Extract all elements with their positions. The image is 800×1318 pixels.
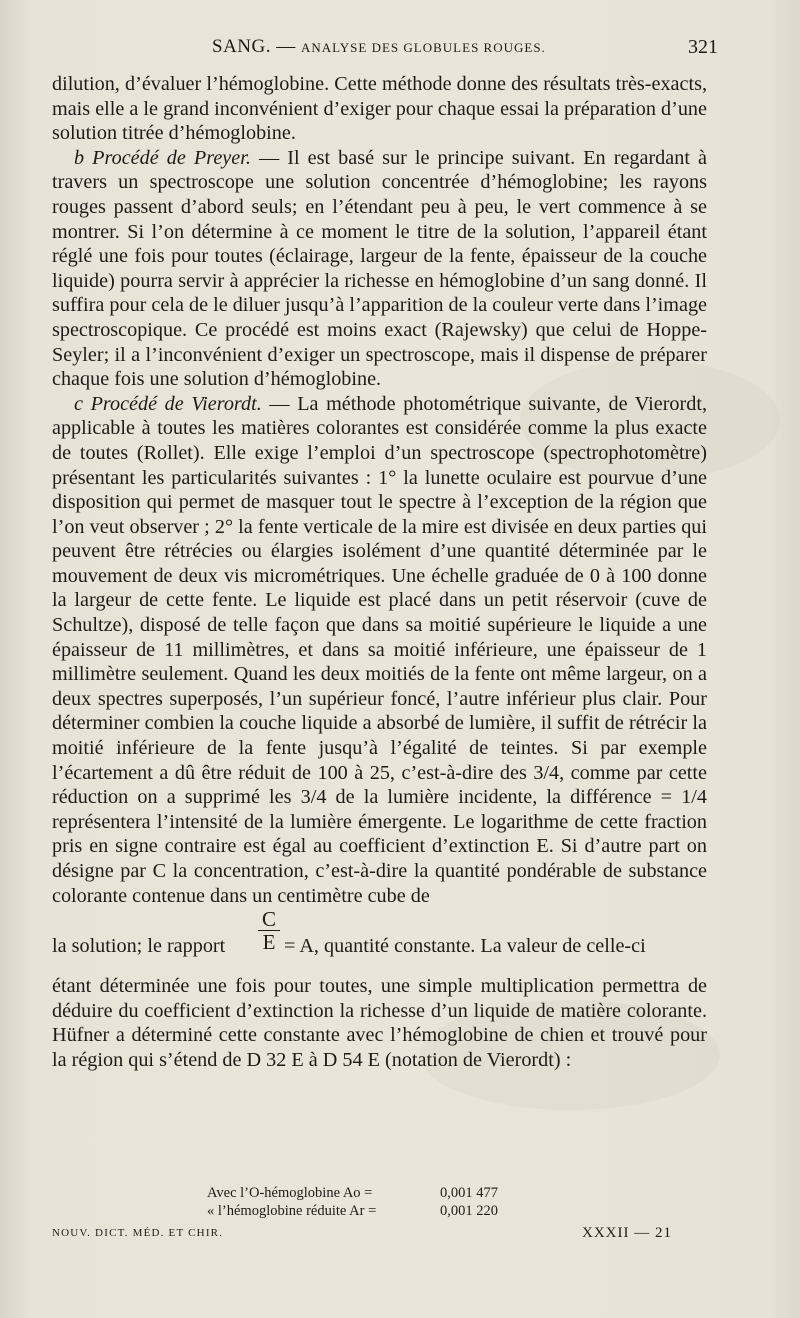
paragraph-text: — Il est basé sur le principe suivant. En regardant à travers un spectroscope une solution concentrée d’hémoglobine; les rayons rouges passent d’abord seuls; en l’étendant peu à peu, le vert commence à se montrer. Si l’on détermine à ce moment le titre de la solution, l’appareil étant réglé une fois pour toutes (éclairage, largeur de la fente, épaisseur de la couche liquide) pourra servir à apprécier la richesse en hémoglobine d’un sang donné. Il suffira pour cela de le diluer jusqu’à l’apparition de la couleur verte dans l’image spectroscopique. Ce procédé est moins exact (Rajewsky) que celui de Hoppe-Seyler; il a l’inconvénient d’exiger un spectroscope, mais il dispense de préparer chaque fois une solution d’hémoglobine.: [52, 146, 707, 391]
page-number: 321: [688, 36, 718, 58]
formula-after: = A, quantité constante. La valeur de celle-ci: [284, 935, 646, 958]
table-label: Avec l’O-hémoglobine Ao =: [207, 1185, 373, 1201]
formula-line: [52, 908, 707, 974]
running-head-subtitle: ANALYSE DES GLOBULES ROUGES.: [300, 40, 546, 55]
paragraph-text: étant déterminée une fois pour toutes, une simple multiplication permettra de déduire du coefficient d’extinction la richesse d’un liquide de matière colorante. Hüfner a déterminé cette constante avec l’hémoglobine de chien et trouvé pour la région qui s’étend de D 32 E à D 54 E (notation de Vierordt) :: [52, 975, 707, 1071]
paragraph-lead: c Procédé de Vierordt.: [74, 392, 262, 415]
paragraph: [52, 974, 707, 1072]
table-label: « l’hémoglobine réduite Ar =: [207, 1203, 377, 1219]
body-text: [52, 72, 707, 1073]
running-head-main: SANG. —: [212, 36, 301, 57]
fraction-denominator: E: [262, 930, 276, 955]
formula-before: la solution; le rapport: [52, 935, 226, 958]
footer-volume-sheet: XXXII — 21: [582, 1225, 672, 1241]
table-value: 0,001 220: [440, 1203, 498, 1219]
paragraph: [52, 392, 707, 908]
paragraph-text: — La méthode photométrique suivante, de Vierordt, applicable à toutes les matières colorantes est considérée comme la plus exacte de toutes (Rollet). Elle exige l’emploi d’un spectroscope (spectrophotomètre) présentant les particularités suivantes : 1° la lunette oculaire est pourvue d’une disposition qui permet de masquer tout le spectre à l’exception de la région que l’on veut observer ; 2° la fente verticale de la mire est divisée en deux parties qui peuvent être rétrécies ou élargies isolément d’une quantité déterminée par le mouvement de deux vis micrométriques. Une échelle graduée de 0 à 100 donne la largeur de cette fente. Le liquide est placé dans un petit réservoir (cuve de Schultze), disposé de telle façon que dans sa moitié supérieure le liquide a une épaisseur de 11 millimètres, et dans sa moitié inférieure, une épaisseur de 1 millimètre seulement. Quand les deux moitiés de la fente ont même largeur, on a deux spectres superposés, l’un supérieur foncé, l’autre inférieur plus clair. Pour déterminer combien la couche liquide a absorbé de lumière, il suffit de rétrécir la moitié inférieure de la fente jusqu’à l’égalité de teintes. Si par exemple l’écartement a dû être réduit de 100 à 25, c’est-à-dire des 3/4, comme par cette réduction on a supprimé les 3/4 de la lumière incidente, la différence = 1/4 représentera l’intensité de la lumière émergente. Le logarithme de cette fraction pris en signe contraire est égal au coefficient d’extinction E. Si d’autre part on désigne par C la concentration, c’est-à-dire la quantité pondérable de substance colorante contenue dans un centimètre cube de: [52, 392, 707, 907]
page-header: [52, 36, 718, 66]
paragraph: [52, 72, 707, 146]
paragraph: [52, 146, 707, 392]
table-value: 0,001 477: [440, 1185, 498, 1201]
fraction-numerator: C: [258, 908, 280, 931]
running-head: [212, 36, 546, 58]
fraction-c-over-e: [258, 908, 280, 953]
page-footer: [52, 1225, 672, 1245]
footer-signature: NOUV. DICT. MÉD. ET CHIR.: [52, 1227, 224, 1239]
paragraph-lead: b Procédé de Preyer.: [74, 146, 251, 169]
paragraph-text: dilution, d’évaluer l’hémoglobine. Cette méthode donne des résultats très-exacts, mais elle a le grand inconvénient d’exiger pour chaque essai la préparation d’une solution titrée d’hémoglobine.: [52, 73, 707, 145]
